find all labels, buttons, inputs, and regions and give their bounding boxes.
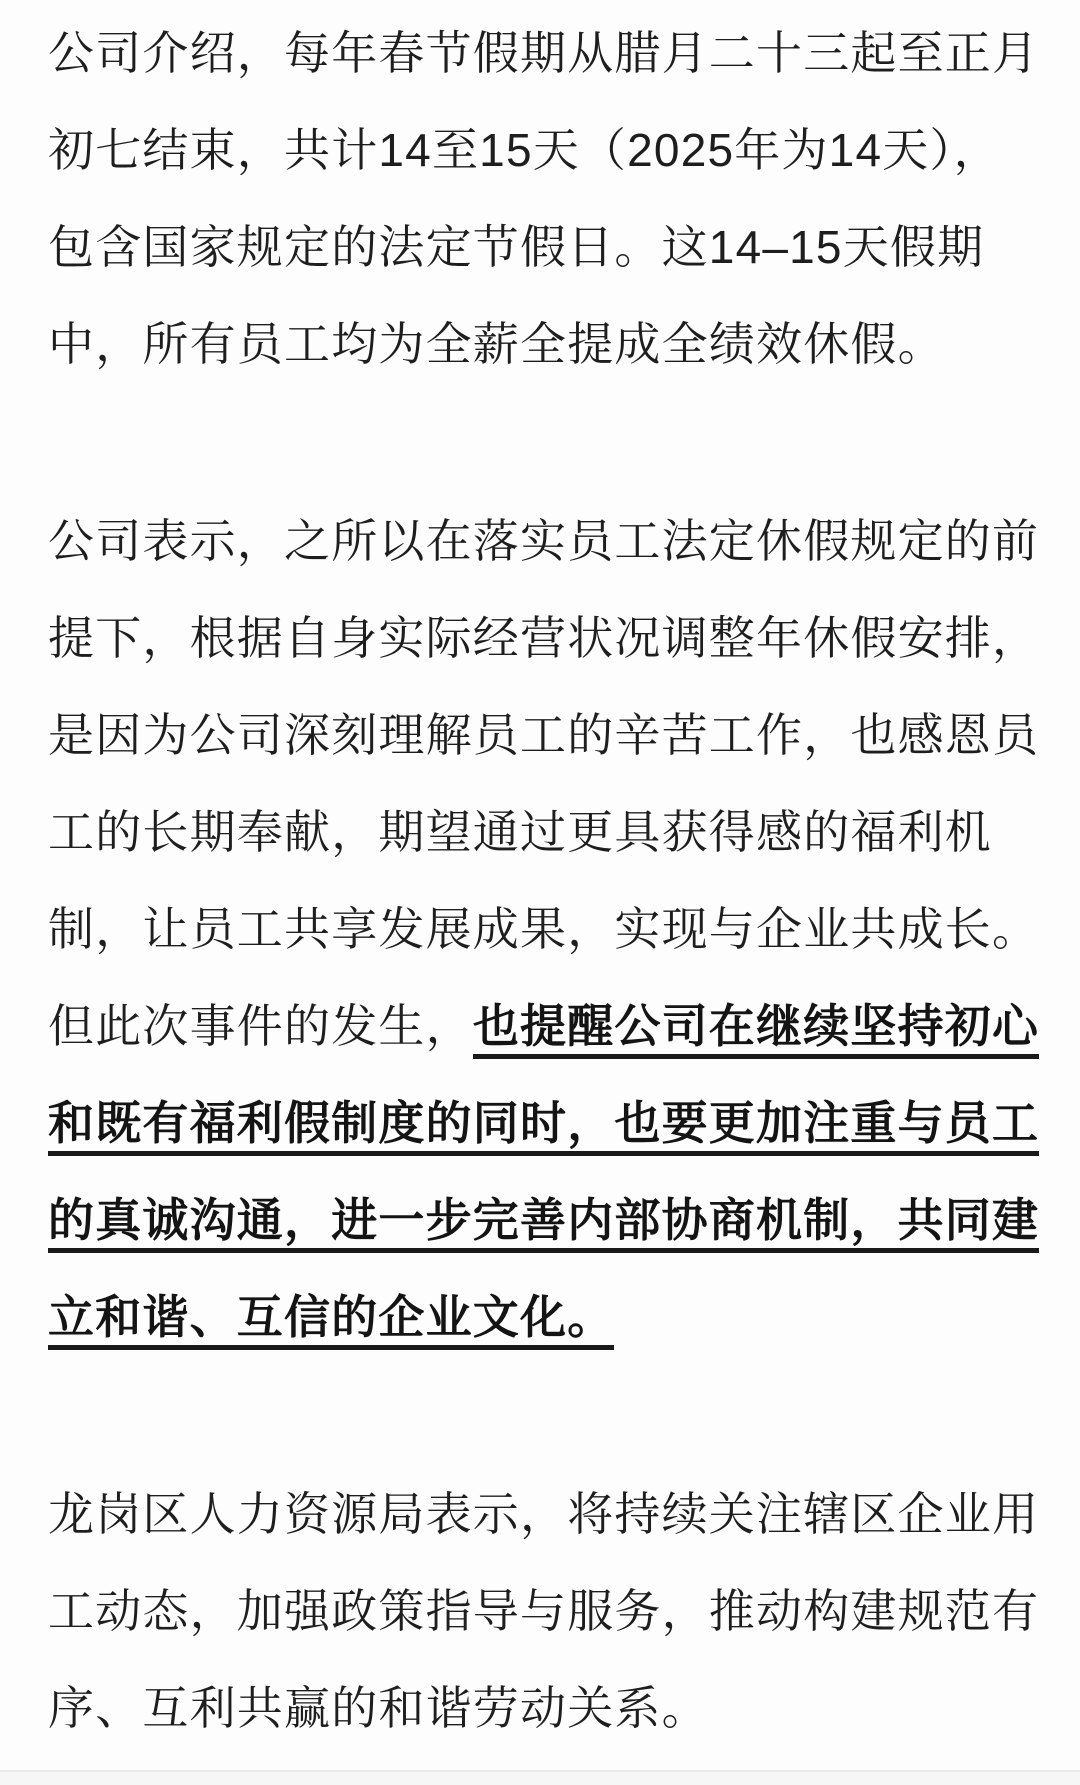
text-line [48,102,1040,199]
text-line [48,1660,1040,1757]
text-line [48,784,1040,881]
text-line [48,5,1040,102]
body-text: 序、互利共赢的和谐劳动关系。 [48,1682,709,1734]
text-line [48,1075,1040,1172]
paragraph-3 [48,1466,1040,1757]
body-text: 龙岗区人力资源局表示，将持续关注辖区企业用 [48,1488,1040,1540]
paragraph-2 [48,493,1040,1366]
emphasized-text: 和既有福利假制度的同时，也要更加注重与员工 [48,1097,1039,1156]
body-text: 公司介绍，每年春节假期从腊月二十三起至正月 [48,27,1040,79]
body-text: 提下，根据自身实际经营状况调整年休假安排， [48,612,1040,664]
body-text: 包含国家规定的法定节假日。这14–15天假期 [48,221,985,273]
text-line [48,1563,1040,1660]
text-line [48,1466,1040,1563]
emphasized-text: 的真诚沟通，进一步完善内部协商机制，共同建 [48,1194,1039,1253]
emphasized-text: 立和谐、互信的企业文化。 [48,1291,614,1350]
body-text: 初七结束，共计14至15天（2025年为14天）， [48,124,1001,176]
text-line [48,199,1040,296]
text-line [48,881,1040,978]
text-line [48,687,1040,784]
body-text: 中，所有员工均为全薪全提成全绩效休假。 [48,318,945,370]
body-text: 但此次事件的发生， [48,1000,473,1052]
text-line [48,590,1040,687]
text-line [48,1172,1040,1269]
bottom-divider [0,1770,1080,1785]
body-text: 公司表示，之所以在落实员工法定休假规定的前 [48,515,1040,567]
body-text: 制，让员工共享发展成果，实现与企业共成长。 [48,903,1040,955]
text-line [48,296,1040,393]
text-line [48,1269,1040,1366]
body-text: 是因为公司深刻理解员工的辛苦工作，也感恩员 [48,709,1040,761]
text-line [48,493,1040,590]
emphasized-text: 也提醒公司在继续坚持初心 [473,1000,1039,1059]
paragraph-1 [48,5,1040,393]
body-text: 工动态，加强政策指导与服务，推动构建规范有 [48,1585,1040,1637]
body-text: 工的长期奉献，期望通过更具获得感的福利机 [48,806,992,858]
text-line [48,978,1040,1075]
